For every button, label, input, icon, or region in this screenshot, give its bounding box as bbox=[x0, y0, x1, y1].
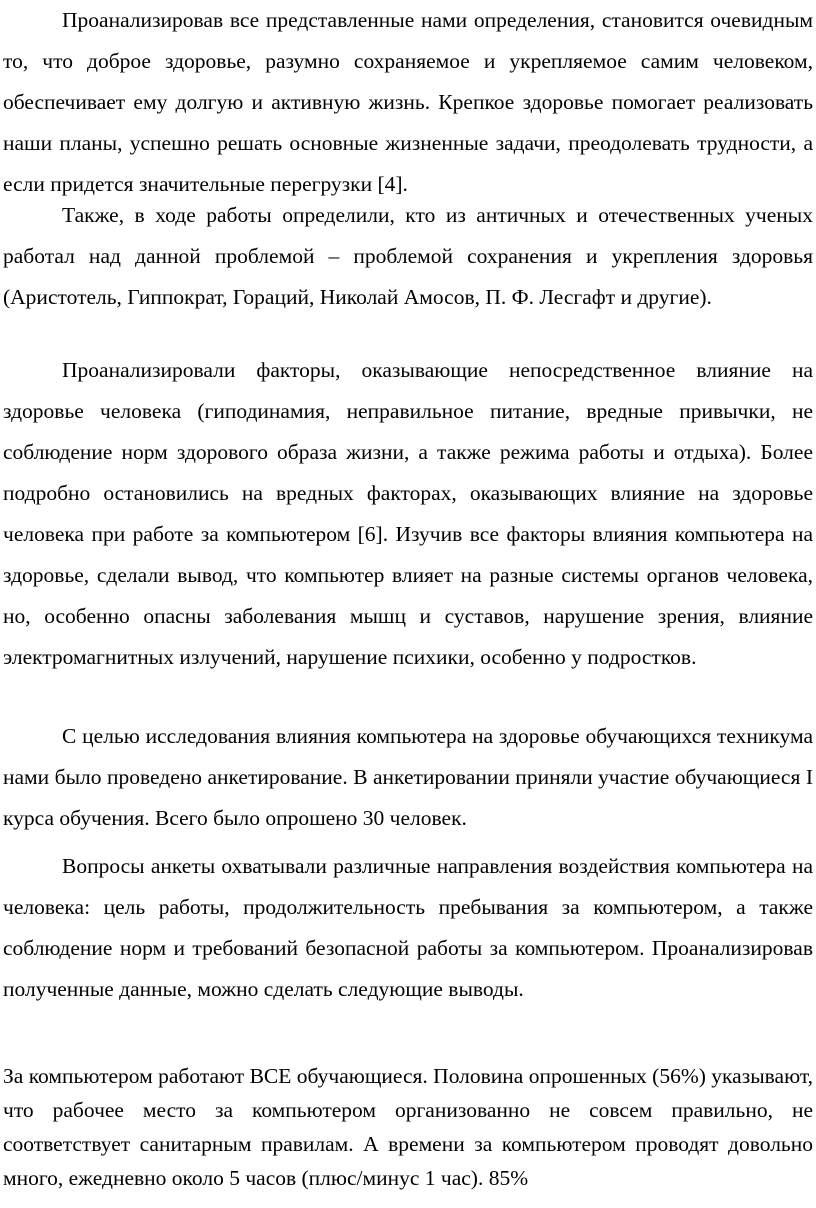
paragraph-conclusion-health: Проанализировав все представленные нами определения, становится очевидным то, что доброе здоровье, разумно сохраняемое и укрепляемое самим человеком, обеспечивает ему долгую и активную жизнь. Крепкое здоровье помогает реализовать наши планы, успешно решать основные жизненные задачи, преодолевать трудности, а если придется значительные перегрузки [4]. bbox=[3, 8, 813, 196]
paragraph-results: За компьютером работают ВСЕ обучающиеся. Половина опрошенных (56%) указывают, что рабочее место за компьютером организованно не совсем правильно, не соответствует санитарным правилам. А времени за компьютером проводят довольно много, ежедневно около 5 часов (плюс/минус 1 час). 85% bbox=[3, 1064, 813, 1190]
paragraph-questions: Вопросы анкеты охватывали различные направления воздействия компьютера на человека: цель работы, продолжительность пребывания за компьютером, а также соблюдение норм и требований безопасной работы за компьютером. Проанализировав полученные данные, можно сделать следующие выводы. bbox=[3, 854, 813, 1001]
paragraph-factors: Проанализировали факторы, оказывающие непосредственное влияние на здоровье человека (гиподинамия, неправильное питание, вредные привычки, не соблюдение норм здорового образа жизни, а также режима работы и отдыха). Более подробно остановились на вредных факторах, оказывающих влияние на здоровье человека при работе за компьютером [6]. Изучив все факторы влияния компьютера на здоровье, сделали вывод, что компьютер влияет на разные системы органов человека, но, особенно опасны заболевания мышц и суставов, нарушение зрения, влияние электромагнитных излучений, нарушение психики, особенно у подростков. bbox=[3, 358, 813, 669]
paragraph-scientists: Также, в ходе работы определили, кто из античных и отечественных ученых работал над данной проблемой – проблемой сохранения и укрепления здоровья (Аристотель, Гиппократ, Гораций, Николай Амосов, П. Ф. Лесгафт и другие). bbox=[3, 203, 813, 309]
paragraph-survey: С целью исследования влияния компьютера на здоровье обучающихся техникума нами было проведено анкетирование. В анкетировании приняли участие обучающиеся I курса обучения. Всего было опрошено 30 человек. bbox=[3, 724, 813, 830]
